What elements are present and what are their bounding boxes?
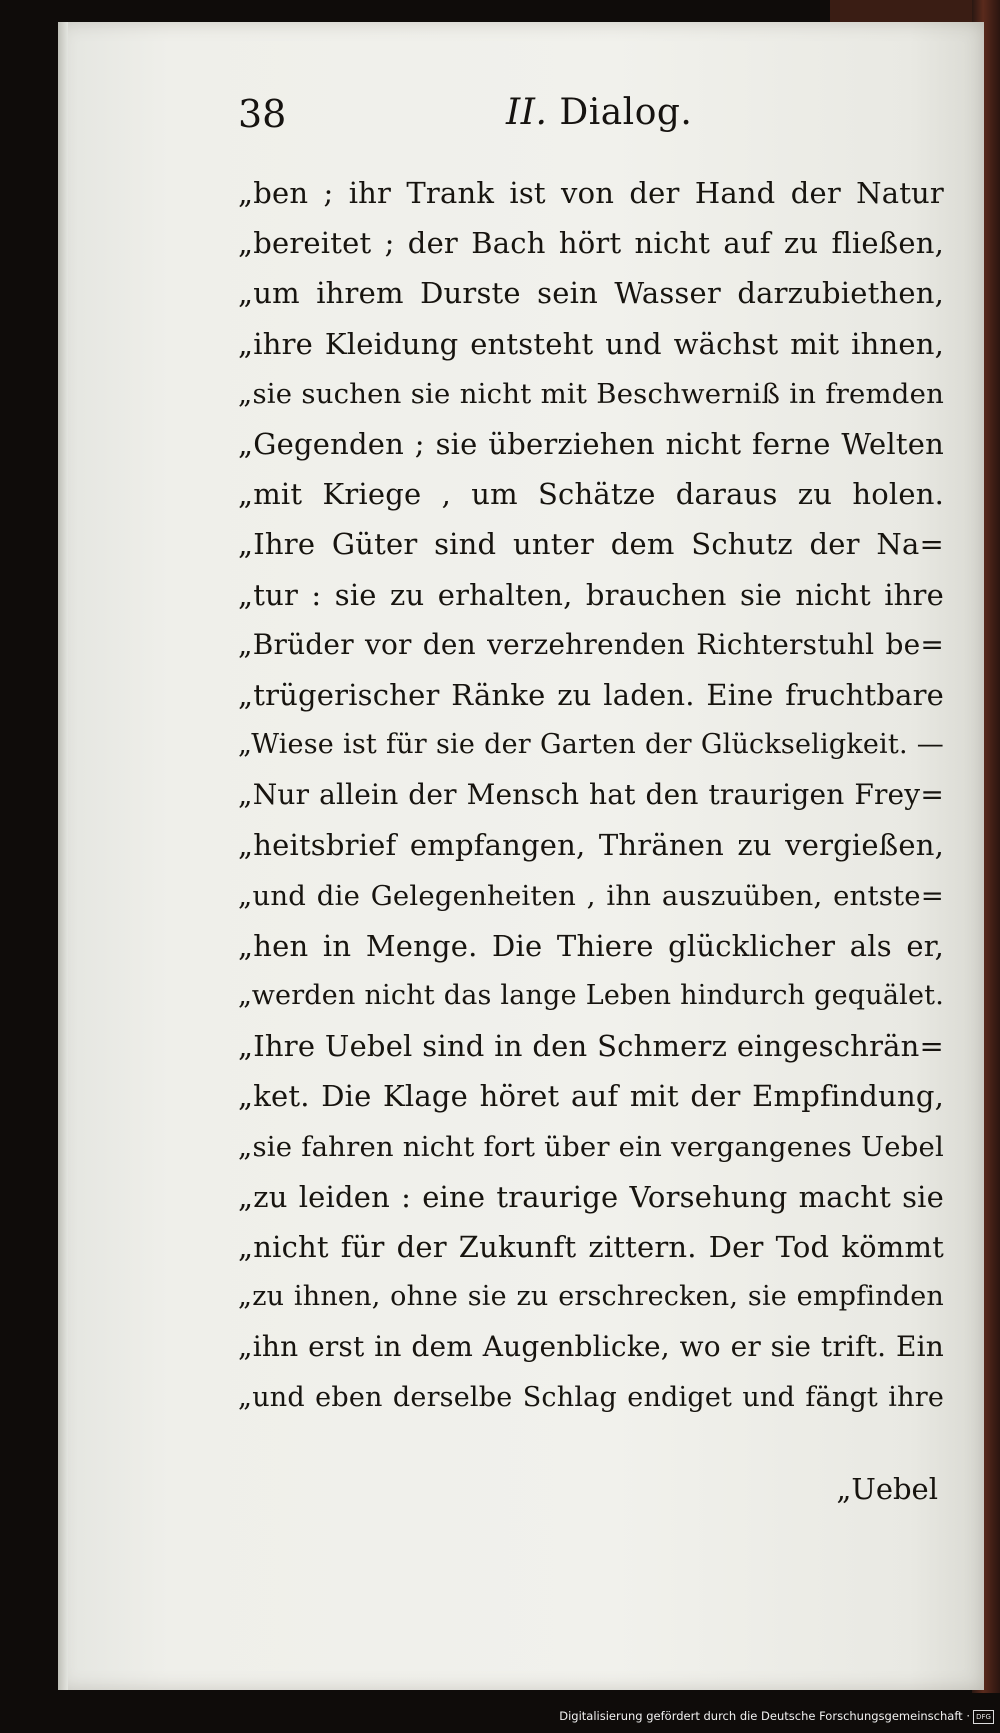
text-line: „hen in Menge. Die Thiere glücklicher als er, <box>238 928 944 963</box>
page-number: 38 <box>238 92 287 136</box>
text-line: „ihre Kleidung entsteht und wächst mit ihnen, <box>238 326 944 361</box>
page-header <box>238 92 938 142</box>
footer-bar <box>0 1693 1000 1733</box>
running-head <box>506 92 692 133</box>
text-line: „Ihre Uebel sind in den Schmerz eingeschrän= <box>238 1029 944 1064</box>
text-line: „heitsbrief empfangen, Thränen zu vergießen, <box>238 828 944 863</box>
page-gutter-shadow <box>58 22 68 1690</box>
text-line: „und die Gelegenheiten , ihn auszuüben, entste= <box>238 879 944 912</box>
text-line: „zu leiden : eine traurige Vorsehung macht sie <box>238 1179 944 1214</box>
text-line: „mit Kriege , um Schätze daraus zu holen. <box>238 477 944 512</box>
text-line: „werden nicht das lange Leben hindurch gequälet. <box>238 980 944 1011</box>
text-line: „ihn erst in dem Augenblicke, wo er sie trift. Ein <box>238 1330 944 1364</box>
text-line: „Brüder vor den verzehrenden Richterstuhl be= <box>238 627 944 661</box>
text-line: „bereitet ; der Bach hört nicht auf zu fließen, <box>238 226 944 261</box>
running-head-numeral: II. <box>506 92 548 133</box>
body-text <box>238 168 944 1423</box>
text-line: „und eben derselbe Schlag endiget und fängt ihre <box>238 1381 944 1413</box>
text-line: „ket. Die Klage höret auf mit der Empfindung, <box>238 1079 944 1114</box>
running-head-title: Dialog. <box>559 92 693 133</box>
catchword: „Uebel <box>836 1472 938 1506</box>
text-line: „zu ihnen, ohne sie zu erschrecken, sie empfinden <box>238 1281 944 1313</box>
text-line: „Gegenden ; sie überziehen nicht ferne Welten <box>238 426 944 461</box>
text-line: „trügerischer Ränke zu laden. Eine fruchtbare <box>238 677 944 712</box>
text-line: „ben ; ihr Trank ist von der Hand der Natur <box>238 176 944 210</box>
text-line: „Wiese ist für sie der Garten der Glückseligkeit. — <box>238 729 944 761</box>
text-line: „sie fahren nicht fort über ein vergangenes Uebel <box>238 1130 944 1163</box>
text-line: „Ihre Güter sind unter dem Schutz der Na= <box>238 527 944 562</box>
text-line: „Nur allein der Mensch hat den traurigen Frey= <box>238 778 944 812</box>
digitization-credit: Digitalisierung gefördert durch die Deutsche Forschungsgemeinschaft · <box>559 1709 970 1723</box>
text-line: „nicht für der Zukunft zittern. Der Tod kömmt <box>238 1229 944 1264</box>
dfg-logo-icon: DFG <box>973 1710 994 1724</box>
text-line: „tur : sie zu erhalten, brauchen sie nicht ihre <box>238 577 944 612</box>
text-line: „sie suchen sie nicht mit Beschwerniß in fremden <box>238 377 944 410</box>
text-line: „um ihrem Durste sein Wasser darzubiethen, <box>238 276 944 311</box>
